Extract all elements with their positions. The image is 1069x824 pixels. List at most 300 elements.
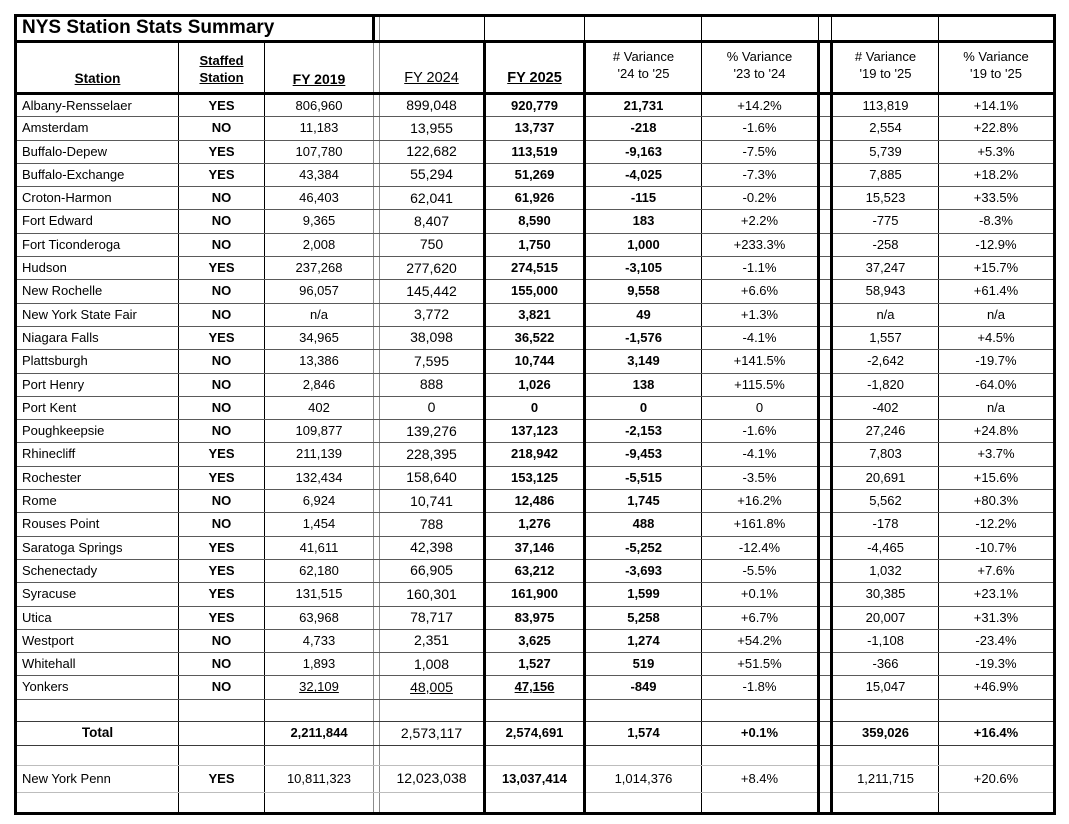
cell-fy2024: 788 <box>380 513 485 536</box>
cell-staffed: NO <box>179 350 265 373</box>
cell-station: Westport <box>16 629 179 652</box>
cell-fy2024: 277,620 <box>380 257 485 280</box>
cell-fy2025: 83,975 <box>485 606 585 629</box>
cell-fy2024 <box>380 792 485 813</box>
cell-staffed: NO <box>179 513 265 536</box>
page-title: NYS Station Stats Summary <box>16 16 374 42</box>
table-row <box>16 257 1055 280</box>
cell-fy2019: 41,611 <box>265 536 374 559</box>
cell-fy2019: 2,008 <box>265 233 374 256</box>
cell-fy2025: 1,527 <box>485 653 585 676</box>
cell-staffed: YES <box>179 559 265 582</box>
cell-pct-variance-23-24: +141.5% <box>702 350 819 373</box>
cell-staffed <box>179 792 265 813</box>
cell-fy2019: 11,183 <box>265 117 374 140</box>
table-row <box>16 350 1055 373</box>
divider-thick <box>819 210 832 233</box>
divider-thick <box>819 466 832 489</box>
cell-fy2025: 13,737 <box>485 117 585 140</box>
cell-staffed: NO <box>179 373 265 396</box>
cell-fy2024: 2,351 <box>380 629 485 652</box>
title-blank-cell <box>585 16 702 42</box>
cell-fy2025: 63,212 <box>485 559 585 582</box>
table-row <box>16 163 1055 186</box>
cell-fy2025: 36,522 <box>485 326 585 349</box>
cell-variance-19-25: 359,026 <box>832 721 939 745</box>
cell-fy2025 <box>485 699 585 721</box>
cell-variance-19-25: 7,885 <box>832 163 939 186</box>
cell-staffed <box>179 745 265 765</box>
cell-pct-variance-19-25: n/a <box>939 303 1055 326</box>
cell-variance-19-25: -4,465 <box>832 536 939 559</box>
cell-fy2019 <box>265 792 374 813</box>
cell-staffed: YES <box>179 326 265 349</box>
cell-station: Croton-Harmon <box>16 187 179 210</box>
cell-pct-variance-23-24: -1.1% <box>702 257 819 280</box>
cell-pct-variance-19-25: +4.5% <box>939 326 1055 349</box>
cell-variance-24-25: -1,576 <box>585 326 702 349</box>
cell-fy2019: 13,386 <box>265 350 374 373</box>
cell-pct-variance-19-25: +15.7% <box>939 257 1055 280</box>
cell-fy2019: 132,434 <box>265 466 374 489</box>
title-row <box>16 16 1055 42</box>
cell-variance-19-25: 15,047 <box>832 676 939 699</box>
cell-fy2024: 62,041 <box>380 187 485 210</box>
cell-staffed: NO <box>179 629 265 652</box>
cell-staffed: YES <box>179 140 265 163</box>
table-row <box>16 373 1055 396</box>
divider-thick <box>819 187 832 210</box>
cell-station: Rome <box>16 490 179 513</box>
cell-variance-24-25: 1,745 <box>585 490 702 513</box>
cell-fy2024: 750 <box>380 233 485 256</box>
cell-staffed: YES <box>179 257 265 280</box>
cell-fy2019: 211,139 <box>265 443 374 466</box>
cell-variance-24-25: 9,558 <box>585 280 702 303</box>
divider-thick <box>819 280 832 303</box>
cell-variance-24-25: -3,693 <box>585 559 702 582</box>
table-row <box>16 117 1055 140</box>
cell-pct-variance-23-24: -1.6% <box>702 420 819 443</box>
cell-variance-24-25 <box>585 699 702 721</box>
cell-pct-variance-19-25: +3.7% <box>939 443 1055 466</box>
table-row <box>16 187 1055 210</box>
cell-variance-19-25: 58,943 <box>832 280 939 303</box>
cell-fy2024: 38,098 <box>380 326 485 349</box>
cell-station: New Rochelle <box>16 280 179 303</box>
cell-variance-24-25: 1,014,376 <box>585 765 702 792</box>
cell-fy2024: 2,573,117 <box>380 721 485 745</box>
cell-fy2025: 113,519 <box>485 140 585 163</box>
total-row <box>16 721 1055 745</box>
cell-station <box>16 745 179 765</box>
column-header-pct-variance-23-24: % Variance '23 to '24 <box>702 42 819 94</box>
cell-variance-24-25: 1,574 <box>585 721 702 745</box>
cell-pct-variance-19-25: +31.3% <box>939 606 1055 629</box>
cell-station: Utica <box>16 606 179 629</box>
cell-station: Total <box>16 721 179 745</box>
penn-row <box>16 765 1055 792</box>
cell-pct-variance-19-25: +22.8% <box>939 117 1055 140</box>
table-row <box>16 396 1055 419</box>
cell-variance-19-25: -402 <box>832 396 939 419</box>
table-row <box>16 303 1055 326</box>
cell-fy2019: 6,924 <box>265 490 374 513</box>
cell-pct-variance-23-24: +6.7% <box>702 606 819 629</box>
table-row <box>16 629 1055 652</box>
table-row <box>16 606 1055 629</box>
divider-thick <box>819 745 832 765</box>
cell-staffed: YES <box>179 765 265 792</box>
cell-station: Albany-Rensselaer <box>16 94 179 117</box>
cell-fy2024: 55,294 <box>380 163 485 186</box>
cell-fy2024: 122,682 <box>380 140 485 163</box>
divider-thick <box>819 699 832 721</box>
cell-fy2025: 1,276 <box>485 513 585 536</box>
cell-fy2019: 46,403 <box>265 187 374 210</box>
cell-pct-variance-19-25: +23.1% <box>939 583 1055 606</box>
cell-staffed: YES <box>179 94 265 117</box>
title-blank-cell <box>485 16 585 42</box>
cell-fy2024: 7,595 <box>380 350 485 373</box>
cell-fy2025: 3,625 <box>485 629 585 652</box>
table-row <box>16 676 1055 699</box>
station-table-body <box>16 94 1055 814</box>
cell-station: Niagara Falls <box>16 326 179 349</box>
cell-station: New York State Fair <box>16 303 179 326</box>
cell-fy2025: 13,037,414 <box>485 765 585 792</box>
cell-fy2025: 137,123 <box>485 420 585 443</box>
divider-thick <box>819 42 832 94</box>
divider-thick <box>819 676 832 699</box>
cell-staffed <box>179 721 265 745</box>
cell-pct-variance-23-24 <box>702 699 819 721</box>
cell-variance-24-25: -218 <box>585 117 702 140</box>
cell-pct-variance-19-25 <box>939 792 1055 813</box>
cell-staffed <box>179 699 265 721</box>
cell-fy2024: 12,023,038 <box>380 765 485 792</box>
cell-variance-19-25: 15,523 <box>832 187 939 210</box>
cell-variance-24-25: 488 <box>585 513 702 536</box>
cell-pct-variance-23-24: -5.5% <box>702 559 819 582</box>
divider-thick <box>819 443 832 466</box>
cell-variance-19-25: 1,211,715 <box>832 765 939 792</box>
cell-variance-19-25: n/a <box>832 303 939 326</box>
divider-thick <box>819 420 832 443</box>
cell-variance-24-25: 21,731 <box>585 94 702 117</box>
cell-fy2019: n/a <box>265 303 374 326</box>
cell-station: Saratoga Springs <box>16 536 179 559</box>
cell-variance-24-25: 49 <box>585 303 702 326</box>
column-header-fy2025: FY 2025 <box>485 42 585 94</box>
cell-fy2024: 13,955 <box>380 117 485 140</box>
table-row <box>16 443 1055 466</box>
cell-fy2024: 0 <box>380 396 485 419</box>
cell-staffed: NO <box>179 280 265 303</box>
cell-pct-variance-23-24: -3.5% <box>702 466 819 489</box>
cell-pct-variance-19-25: +20.6% <box>939 765 1055 792</box>
cell-variance-24-25: -115 <box>585 187 702 210</box>
cell-station: Hudson <box>16 257 179 280</box>
table-row <box>16 210 1055 233</box>
cell-pct-variance-23-24: -12.4% <box>702 536 819 559</box>
cell-staffed: YES <box>179 443 265 466</box>
cell-fy2019: 107,780 <box>265 140 374 163</box>
cell-pct-variance-19-25: +33.5% <box>939 187 1055 210</box>
title-blank-cell <box>939 16 1055 42</box>
cell-pct-variance-23-24: -4.1% <box>702 443 819 466</box>
cell-fy2025: 10,744 <box>485 350 585 373</box>
cell-variance-19-25: -2,642 <box>832 350 939 373</box>
cell-pct-variance-23-24 <box>702 792 819 813</box>
cell-pct-variance-23-24: -4.1% <box>702 326 819 349</box>
table-row <box>16 490 1055 513</box>
cell-fy2019: 10,811,323 <box>265 765 374 792</box>
cell-variance-19-25: -1,820 <box>832 373 939 396</box>
cell-fy2025: 155,000 <box>485 280 585 303</box>
cell-variance-19-25: 2,554 <box>832 117 939 140</box>
divider-thick <box>819 765 832 792</box>
cell-pct-variance-23-24: +54.2% <box>702 629 819 652</box>
table-row <box>16 326 1055 349</box>
divider-thick <box>819 559 832 582</box>
cell-fy2025: 37,146 <box>485 536 585 559</box>
divider-thick <box>819 117 832 140</box>
cell-variance-19-25: 20,691 <box>832 466 939 489</box>
cell-variance-24-25: -3,105 <box>585 257 702 280</box>
cell-staffed: YES <box>179 536 265 559</box>
divider-thick <box>819 350 832 373</box>
cell-station: Buffalo-Depew <box>16 140 179 163</box>
divider-thick <box>819 721 832 745</box>
divider-thick <box>819 396 832 419</box>
cell-pct-variance-19-25: +16.4% <box>939 721 1055 745</box>
cell-variance-19-25: -775 <box>832 210 939 233</box>
cell-fy2024: 8,407 <box>380 210 485 233</box>
cell-pct-variance-23-24: +2.2% <box>702 210 819 233</box>
cell-variance-24-25: -2,153 <box>585 420 702 443</box>
divider-thick <box>819 490 832 513</box>
cell-pct-variance-19-25: -64.0% <box>939 373 1055 396</box>
cell-fy2019: 34,965 <box>265 326 374 349</box>
header-row <box>16 42 1055 94</box>
cell-pct-variance-23-24 <box>702 745 819 765</box>
cell-fy2025: 153,125 <box>485 466 585 489</box>
cell-station: Rhinecliff <box>16 443 179 466</box>
cell-fy2024: 139,276 <box>380 420 485 443</box>
cell-fy2019: 2,846 <box>265 373 374 396</box>
cell-fy2024: 888 <box>380 373 485 396</box>
cell-pct-variance-23-24: 0 <box>702 396 819 419</box>
cell-pct-variance-19-25: -12.2% <box>939 513 1055 536</box>
cell-staffed: NO <box>179 233 265 256</box>
cell-pct-variance-23-24: +0.1% <box>702 583 819 606</box>
table-row <box>16 466 1055 489</box>
divider-thick <box>819 94 832 117</box>
cell-pct-variance-19-25: +24.8% <box>939 420 1055 443</box>
cell-fy2025: 12,486 <box>485 490 585 513</box>
cell-variance-19-25: -1,108 <box>832 629 939 652</box>
column-header-station: Station <box>16 42 179 94</box>
cell-staffed: NO <box>179 676 265 699</box>
cell-station: Rouses Point <box>16 513 179 536</box>
cell-fy2019: 62,180 <box>265 559 374 582</box>
cell-fy2025: 161,900 <box>485 583 585 606</box>
cell-station: Plattsburgh <box>16 350 179 373</box>
spacer-row <box>16 699 1055 721</box>
cell-pct-variance-19-25: +18.2% <box>939 163 1055 186</box>
divider-thick <box>819 163 832 186</box>
cell-station <box>16 792 179 813</box>
cell-variance-19-25: 20,007 <box>832 606 939 629</box>
cell-variance-24-25: -5,252 <box>585 536 702 559</box>
cell-pct-variance-23-24: +115.5% <box>702 373 819 396</box>
cell-staffed: NO <box>179 653 265 676</box>
cell-staffed: NO <box>179 396 265 419</box>
cell-staffed: YES <box>179 163 265 186</box>
cell-fy2025: 3,821 <box>485 303 585 326</box>
cell-fy2019: 402 <box>265 396 374 419</box>
cell-fy2025: 2,574,691 <box>485 721 585 745</box>
divider-thick <box>819 536 832 559</box>
cell-fy2024: 3,772 <box>380 303 485 326</box>
cell-pct-variance-19-25: n/a <box>939 396 1055 419</box>
divider-thick <box>819 583 832 606</box>
cell-fy2025: 920,779 <box>485 94 585 117</box>
cell-variance-19-25: 5,562 <box>832 490 939 513</box>
table-row <box>16 559 1055 582</box>
cell-variance-19-25: 37,247 <box>832 257 939 280</box>
cell-pct-variance-19-25: +7.6% <box>939 559 1055 582</box>
cell-fy2025 <box>485 745 585 765</box>
cell-staffed: NO <box>179 420 265 443</box>
cell-variance-19-25 <box>832 699 939 721</box>
cell-staffed: YES <box>179 466 265 489</box>
cell-variance-24-25: 1,274 <box>585 629 702 652</box>
table-row <box>16 140 1055 163</box>
divider-thick <box>819 606 832 629</box>
divider-thick <box>819 653 832 676</box>
cell-fy2019: 96,057 <box>265 280 374 303</box>
cell-fy2024: 145,442 <box>380 280 485 303</box>
spacer2-row <box>16 745 1055 765</box>
cell-fy2024 <box>380 745 485 765</box>
cell-fy2024: 160,301 <box>380 583 485 606</box>
cell-fy2019: 1,454 <box>265 513 374 536</box>
cell-variance-19-25: -366 <box>832 653 939 676</box>
cell-fy2019: 4,733 <box>265 629 374 652</box>
cell-variance-24-25: 5,258 <box>585 606 702 629</box>
cell-variance-24-25: 1,000 <box>585 233 702 256</box>
cell-variance-24-25: -9,453 <box>585 443 702 466</box>
cell-station: Poughkeepsie <box>16 420 179 443</box>
cell-pct-variance-19-25: +14.1% <box>939 94 1055 117</box>
cell-pct-variance-19-25: +80.3% <box>939 490 1055 513</box>
cell-fy2025: 47,156 <box>485 676 585 699</box>
cell-fy2025: 1,026 <box>485 373 585 396</box>
cell-fy2024: 1,008 <box>380 653 485 676</box>
cell-variance-24-25 <box>585 792 702 813</box>
table-row <box>16 94 1055 117</box>
table-row <box>16 653 1055 676</box>
cell-pct-variance-19-25: +15.6% <box>939 466 1055 489</box>
cell-station: Fort Edward <box>16 210 179 233</box>
cell-pct-variance-19-25 <box>939 699 1055 721</box>
column-header-fy2024: FY 2024 <box>380 42 485 94</box>
cell-staffed: NO <box>179 210 265 233</box>
cell-variance-24-25: -849 <box>585 676 702 699</box>
column-header-variance-24-25: # Variance '24 to '25 <box>585 42 702 94</box>
cell-pct-variance-23-24: +233.3% <box>702 233 819 256</box>
cell-variance-19-25: 30,385 <box>832 583 939 606</box>
divider-thick <box>819 303 832 326</box>
cell-pct-variance-19-25: +5.3% <box>939 140 1055 163</box>
cell-station: Schenectady <box>16 559 179 582</box>
cell-pct-variance-23-24: +51.5% <box>702 653 819 676</box>
cell-staffed: NO <box>179 187 265 210</box>
cell-variance-19-25: -178 <box>832 513 939 536</box>
cell-fy2025: 274,515 <box>485 257 585 280</box>
cell-variance-19-25 <box>832 792 939 813</box>
cell-variance-24-25 <box>585 745 702 765</box>
cell-station: Whitehall <box>16 653 179 676</box>
cell-variance-24-25: -4,025 <box>585 163 702 186</box>
table-row <box>16 536 1055 559</box>
cell-variance-24-25: 183 <box>585 210 702 233</box>
cell-pct-variance-23-24: +1.3% <box>702 303 819 326</box>
cell-fy2024: 78,717 <box>380 606 485 629</box>
cell-fy2019: 109,877 <box>265 420 374 443</box>
cell-fy2025: 61,926 <box>485 187 585 210</box>
cell-fy2019: 9,365 <box>265 210 374 233</box>
divider-thick <box>819 629 832 652</box>
cell-variance-19-25: 7,803 <box>832 443 939 466</box>
cell-pct-variance-19-25: -19.7% <box>939 350 1055 373</box>
cell-fy2024: 42,398 <box>380 536 485 559</box>
cell-pct-variance-23-24: -7.5% <box>702 140 819 163</box>
cell-fy2019 <box>265 699 374 721</box>
cell-fy2024: 48,005 <box>380 676 485 699</box>
cell-pct-variance-19-25: -23.4% <box>939 629 1055 652</box>
cell-fy2025: 0 <box>485 396 585 419</box>
cell-station: Port Kent <box>16 396 179 419</box>
table-row <box>16 280 1055 303</box>
cell-variance-19-25: 27,246 <box>832 420 939 443</box>
cell-staffed: YES <box>179 583 265 606</box>
cell-variance-24-25: 3,149 <box>585 350 702 373</box>
cell-fy2024: 66,905 <box>380 559 485 582</box>
cell-fy2025: 51,269 <box>485 163 585 186</box>
cell-staffed: NO <box>179 303 265 326</box>
cell-pct-variance-23-24: +16.2% <box>702 490 819 513</box>
cell-pct-variance-19-25: -8.3% <box>939 210 1055 233</box>
table-row <box>16 583 1055 606</box>
cell-station: New York Penn <box>16 765 179 792</box>
column-header-variance-19-25: # Variance '19 to '25 <box>832 42 939 94</box>
cell-pct-variance-19-25: -10.7% <box>939 536 1055 559</box>
cell-fy2024: 899,048 <box>380 94 485 117</box>
cell-fy2019: 806,960 <box>265 94 374 117</box>
cell-station: Fort Ticonderoga <box>16 233 179 256</box>
cell-variance-24-25: 0 <box>585 396 702 419</box>
cell-fy2024: 158,640 <box>380 466 485 489</box>
cell-fy2019: 43,384 <box>265 163 374 186</box>
cell-station <box>16 699 179 721</box>
cell-pct-variance-23-24: -0.2% <box>702 187 819 210</box>
divider-thick <box>819 792 832 813</box>
cell-fy2025: 8,590 <box>485 210 585 233</box>
cell-fy2019: 1,893 <box>265 653 374 676</box>
